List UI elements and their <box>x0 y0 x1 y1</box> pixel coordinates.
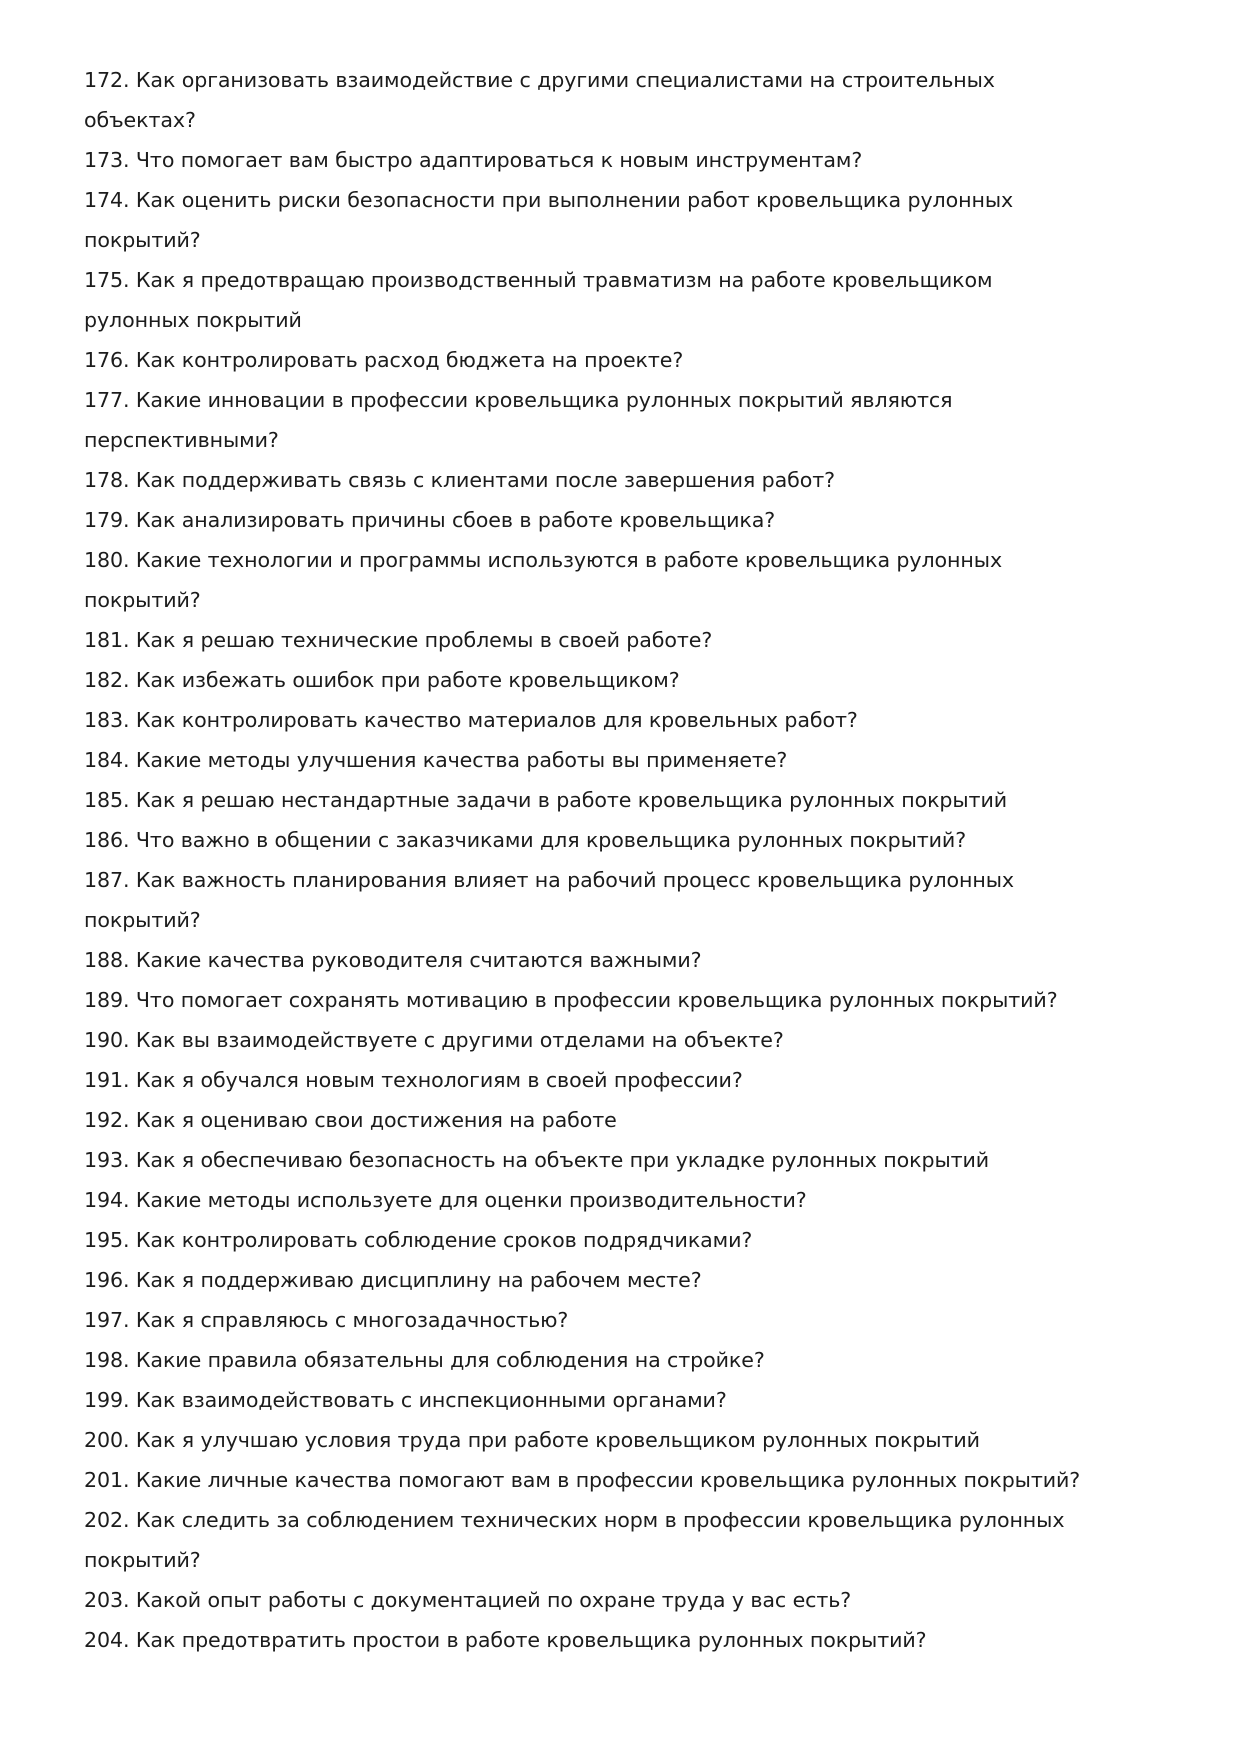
question-text-line: рулонных покрытий <box>84 308 302 332</box>
question-text-line: 201. Какие личные качества помогают вам в профессии кровельщика рулонных покрытий? <box>84 1468 1081 1492</box>
list-item <box>84 180 1164 260</box>
list-item <box>84 1140 1164 1180</box>
question-text-line: 195. Как контролировать соблюдение сроков подрядчиками? <box>84 1228 753 1252</box>
list-item <box>84 1580 1164 1620</box>
list-item <box>84 980 1164 1020</box>
list-item <box>84 1220 1164 1260</box>
question-text-line: 177. Какие инновации в профессии кровельщика рулонных покрытий являются <box>84 388 953 412</box>
list-item <box>84 380 1164 460</box>
list-item <box>84 620 1164 660</box>
question-text-line: 178. Как поддерживать связь с клиентами после завершения работ? <box>84 468 835 492</box>
question-text-line: 181. Как я решаю технические проблемы в своей работе? <box>84 628 713 652</box>
list-item <box>84 1260 1164 1300</box>
list-item <box>84 1380 1164 1420</box>
question-text-line: 189. Что помогает сохранять мотивацию в профессии кровельщика рулонных покрытий? <box>84 988 1058 1012</box>
list-item <box>84 700 1164 740</box>
question-text-line: 179. Как анализировать причины сбоев в работе кровельщика? <box>84 508 776 532</box>
question-text-line: 199. Как взаимодействовать с инспекционными органами? <box>84 1388 727 1412</box>
list-item <box>84 1460 1164 1500</box>
list-item <box>84 500 1164 540</box>
question-text-line: 196. Как я поддерживаю дисциплину на рабочем месте? <box>84 1268 702 1292</box>
question-text-line: 183. Как контролировать качество материалов для кровельных работ? <box>84 708 858 732</box>
question-text-line: 186. Что важно в общении с заказчиками для кровельщика рулонных покрытий? <box>84 828 967 852</box>
list-item <box>84 1340 1164 1380</box>
question-text-line: 172. Как организовать взаимодействие с другими специалистами на строительных <box>84 68 995 92</box>
list-item <box>84 140 1164 180</box>
question-text-line: 194. Какие методы используете для оценки производительности? <box>84 1188 807 1212</box>
list-item <box>84 540 1164 620</box>
list-item <box>84 940 1164 980</box>
list-item <box>84 1020 1164 1060</box>
list-item <box>84 260 1164 340</box>
question-text-line: 188. Какие качества руководителя считаются важными? <box>84 948 702 972</box>
question-text-line: 192. Как я оцениваю свои достижения на работе <box>84 1108 617 1132</box>
question-text-line: 173. Что помогает вам быстро адаптироваться к новым инструментам? <box>84 148 863 172</box>
list-item <box>84 1300 1164 1340</box>
list-item <box>84 660 1164 700</box>
list-item <box>84 460 1164 500</box>
question-text-line: покрытий? <box>84 588 201 612</box>
question-text-line: покрытий? <box>84 908 201 932</box>
question-text-line: покрытий? <box>84 228 201 252</box>
question-text-line: 204. Как предотвратить простои в работе кровельщика рулонных покрытий? <box>84 1628 927 1652</box>
question-text-line: покрытий? <box>84 1548 201 1572</box>
question-text-line: 198. Какие правила обязательны для соблюдения на стройке? <box>84 1348 765 1372</box>
list-item <box>84 740 1164 780</box>
list-item <box>84 1100 1164 1140</box>
list-item <box>84 1500 1164 1580</box>
list-item <box>84 820 1164 860</box>
list-item <box>84 340 1164 380</box>
question-text-line: 174. Как оценить риски безопасности при выполнении работ кровельщика рулонных <box>84 188 1014 212</box>
question-text-line: 184. Какие методы улучшения качества работы вы применяете? <box>84 748 788 772</box>
list-item <box>84 780 1164 820</box>
question-list <box>84 60 1164 1660</box>
list-item <box>84 1060 1164 1100</box>
question-text-line: 193. Как я обеспечиваю безопасность на объекте при укладке рулонных покрытий <box>84 1148 990 1172</box>
question-text-line: перспективными? <box>84 428 279 452</box>
question-text-line: 175. Как я предотвращаю производственный травматизм на работе кровельщиком <box>84 268 993 292</box>
question-text-line: 185. Как я решаю нестандартные задачи в работе кровельщика рулонных покрытий <box>84 788 1008 812</box>
question-text-line: 176. Как контролировать расход бюджета на проекте? <box>84 348 684 372</box>
question-text-line: объектах? <box>84 108 196 132</box>
question-text-line: 182. Как избежать ошибок при работе кровельщиком? <box>84 668 680 692</box>
list-item <box>84 1620 1164 1660</box>
list-item <box>84 60 1164 140</box>
question-text-line: 191. Как я обучался новым технологиям в своей профессии? <box>84 1068 743 1092</box>
question-text-line: 197. Как я справляюсь с многозадачностью? <box>84 1308 569 1332</box>
question-text-line: 190. Как вы взаимодействуете с другими отделами на объекте? <box>84 1028 784 1052</box>
question-text-line: 200. Как я улучшаю условия труда при работе кровельщиком рулонных покрытий <box>84 1428 980 1452</box>
list-item <box>84 1180 1164 1220</box>
question-text-line: 187. Как важность планирования влияет на рабочий процесс кровельщика рулонных <box>84 868 1015 892</box>
question-text-line: 180. Какие технологии и программы используются в работе кровельщика рулонных <box>84 548 1003 572</box>
question-text-line: 202. Как следить за соблюдением технических норм в профессии кровельщика рулонных <box>84 1508 1065 1532</box>
list-item <box>84 860 1164 940</box>
list-item <box>84 1420 1164 1460</box>
question-text-line: 203. Какой опыт работы с документацией по охране труда у вас есть? <box>84 1588 852 1612</box>
